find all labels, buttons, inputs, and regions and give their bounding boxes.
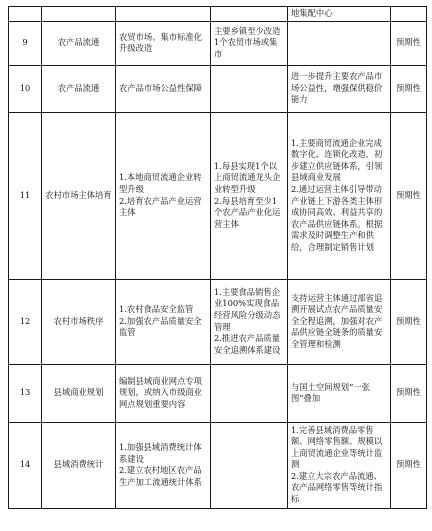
cell-measure: 支持运营主体通过部省追溯开展试点农产品质量安全全程追溯，加强对农产品供应链全链条的质量安全管理和检测 — [288, 279, 391, 364]
indicator-table — [8, 6, 427, 509]
cell-no: 11 — [9, 112, 42, 279]
cell-goal — [211, 364, 288, 422]
cell-content: 1.加强县域消费统计体系建设 2.建立农村地区农产品生产加工流通统计体系 — [116, 422, 211, 508]
cell-content: 农贸市场、集市标准化升级改造 — [116, 21, 211, 65]
cell-task: 农产品流通 — [42, 65, 116, 112]
table-row — [9, 21, 427, 65]
cell-task: 农村市场主体培育 — [42, 112, 116, 279]
cell-measure: 地集配中心 — [288, 7, 391, 22]
cell-measure: 与国土空间规划“一张图”叠加 — [288, 364, 391, 422]
cell-task: 农村市场秩序 — [42, 279, 116, 364]
cell-task: 县域商业规划 — [42, 364, 116, 422]
cell-goal: 1.每县实现1个以上商贸流通龙头企业转型升级 2.每县培育至少1个农产品产业化运营主体 — [211, 112, 288, 279]
cell-type: 预期性 — [391, 422, 427, 508]
cell-goal — [211, 65, 288, 112]
cell-no: 12 — [9, 279, 42, 364]
cell-content: 1.本地商贸流通企业转型升级 2.培育农产品产业运营主体 — [116, 112, 211, 279]
cell-no: 14 — [9, 422, 42, 508]
cell-measure: 进一步提升主要农产品市场公益性，增强保供稳价能力 — [288, 65, 391, 112]
cell-type: 预期性 — [391, 65, 427, 112]
cell-task: 农产品流通 — [42, 21, 116, 65]
cell-content: 编制县域商业网点专项规划，或纳入市级商业网点规划重要内容 — [116, 364, 211, 422]
cell-content: 1.农村食品安全监管 2.加强农产品质量安全监管 — [116, 279, 211, 364]
cell-type: 预期性 — [391, 21, 427, 65]
cell-type: 预期性 — [391, 112, 427, 279]
cell-no: 13 — [9, 364, 42, 422]
cell-goal — [211, 422, 288, 508]
table-row — [9, 422, 427, 508]
table-row — [9, 65, 427, 112]
cell-type: 预期性 — [391, 279, 427, 364]
cell-content: 农产品市场公益性保障 — [116, 65, 211, 112]
cell-measure: 1.完善县域消费品零售额、网络零售额、规模以上商贸流通企业等统计监测 2.建立大宗农产品流通、农产品网络零售等统计指标 — [288, 422, 391, 508]
table-row-continued — [9, 7, 427, 22]
cell-goal: 主要乡镇至少改造1个农贸市场或集市 — [211, 21, 288, 65]
table-row — [9, 279, 427, 364]
cell-goal: 1.主要食品销售企业100%实现食品经营风险分级动态管理 2.推进农产品质量安全追溯体系建设 — [211, 279, 288, 364]
cell-measure: 1.主要商贸流通企业完成数字化、连锁化改造，初步建立供应链体系，引领县域商业发展 2.通过运营主体引导带动产业链上下游各类主体形成协同高效、利益共享的农产品供应链体系。根据需求及时调整生产和供给，合理制定销售计划 — [288, 112, 391, 279]
cell-no: 9 — [9, 21, 42, 65]
cell-task: 县域消费统计 — [42, 422, 116, 508]
cell-no: 10 — [9, 65, 42, 112]
cell-measure — [288, 21, 391, 65]
table-row — [9, 112, 427, 279]
table-row — [9, 364, 427, 422]
cell-type: 预期性 — [391, 364, 427, 422]
